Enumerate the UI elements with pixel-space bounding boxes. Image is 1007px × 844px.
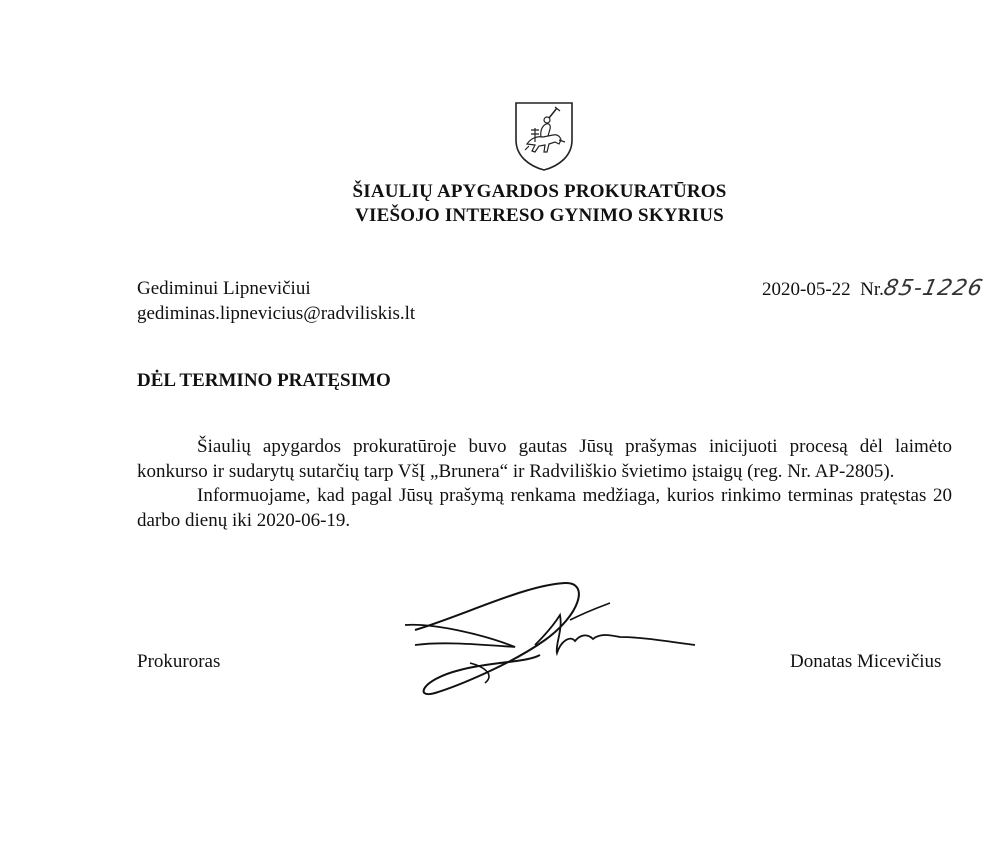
document-date-number — [762, 276, 986, 302]
recipient-name: Gediminui Lipnevičiui — [137, 278, 311, 299]
signer-name: Donatas Micevičius — [790, 651, 942, 672]
institution-name-line2: VIEŠOJO INTERESO GYNIMO SKYRIUS — [355, 205, 724, 226]
document-number-handwritten: 85-1226 — [881, 276, 986, 301]
handwritten-signature-icon — [375, 575, 705, 710]
body-paragraph: Šiaulių apygardos prokuratūroje buvo gautas Jūsų prašymas inicijuoti procesą dėl laimėto konkurso ir sudarytų sutarčių tarp VšĮ „Brunera“ ir Radviliškio švietimo įstaigų (reg. Nr. AP-2805). — [137, 436, 952, 482]
letter-body — [137, 435, 952, 533]
recipient-email: gediminas.lipnevicius@radviliskis.lt — [137, 303, 416, 324]
coat-of-arms-icon — [513, 100, 575, 172]
document-number-label: Nr. — [860, 279, 884, 300]
document-date: 2020-05-22 — [762, 279, 851, 300]
institution-name-line1: ŠIAULIŲ APYGARDOS PROKURATŪROS — [352, 181, 727, 202]
recipient-block — [137, 276, 415, 326]
body-paragraph: Informuojame, kad pagal Jūsų prašymą renkama medžiaga, kurios rinkimo terminas pratęstas 20 darbo dienų iki 2020-06-19. — [137, 485, 952, 531]
signer-title: Prokuroras — [137, 651, 221, 672]
letter-subject: DĖL TERMINO PRATĘSIMO — [137, 370, 391, 391]
